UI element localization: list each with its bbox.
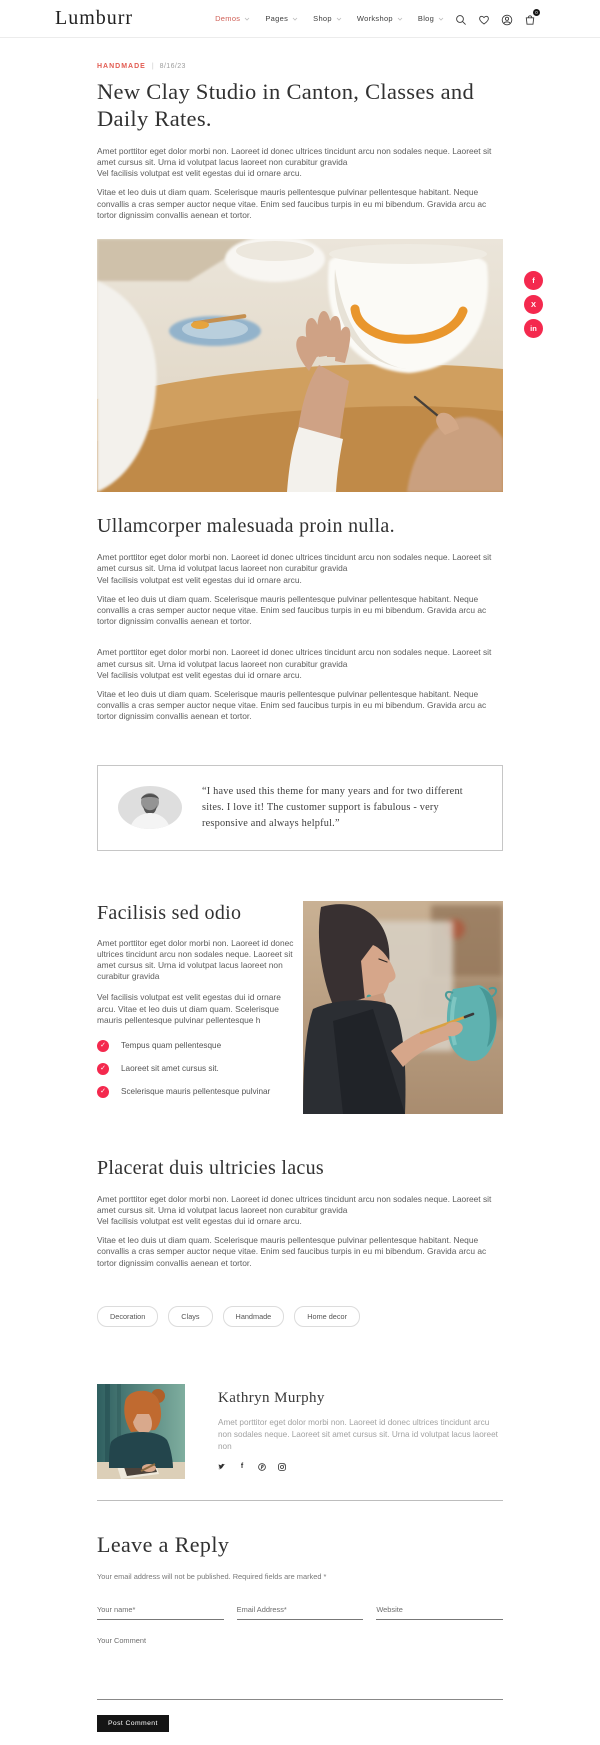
check-icon: ✓ [97, 1086, 109, 1098]
check-icon: ✓ [97, 1063, 109, 1075]
author-bio: Amet porttitor eget dolor morbi non. Laoreet id donec ultrices tincidunt arcu non sodales neque. Laoreet sit amet cursus sit. Urna id volutpat lacus laoreet non [218, 1417, 498, 1451]
facilisis-image [303, 901, 503, 1114]
category-link[interactable]: HANDMADE [97, 63, 146, 70]
website-field[interactable] [376, 1603, 503, 1620]
post-title: New Clay Studio in Canton, Classes and Daily Rates. [97, 79, 475, 132]
body-paragraph: Amet porttitor eget dolor morbi non. Laoreet id donec ultrices tincidunt arcu non sodales neque. Laoreet sit amet cursus sit. Urna id volutpat lacus laoreet non curabitur gravida Vel facilisis volutpat est velit egestas dui id ornare arcu. [97, 647, 492, 680]
cart-icon[interactable] [524, 9, 538, 25]
nav-item-workshop[interactable]: Workshop [357, 14, 403, 23]
header-icons [455, 9, 538, 25]
site-logo[interactable]: Lumburr [55, 7, 134, 29]
body-paragraph: Vitae et leo duis ut diam quam. Scelerisque mauris pellentesque pulvinar pellentesque habitant. Neque convallis a cras semper auctor neque vitae. Enim sed faucibus turpis in eu mi bibendum. Gravida arcu ac tortor dignissim convallis aenean et tortor. [97, 593, 487, 627]
author-socials [218, 1463, 498, 1471]
author-info [218, 1384, 498, 1479]
email-field[interactable] [237, 1603, 364, 1620]
comment-field[interactable] [97, 1636, 503, 1700]
author-photo [97, 1384, 185, 1479]
name-field[interactable] [97, 1603, 224, 1620]
section-heading-placerat: Placerat duis ultricies lacus [97, 1156, 324, 1179]
author-name[interactable]: Kathryn Murphy [218, 1389, 325, 1406]
instagram-icon[interactable] [278, 1463, 286, 1471]
section-heading-facilisis: Facilisis sed odio [97, 901, 242, 924]
facilisis-paragraph-1: Amet porttitor eget dolor morbi non. Laoreet id donec ultrices tincidunt arcu non sodales neque. Laoreet sit amet cursus sit. Urna id volutpat lacus laoreet non curabitur gravida [97, 937, 294, 982]
chevron-down-icon [397, 17, 403, 21]
author-box [97, 1384, 503, 1479]
hero-image [97, 239, 503, 492]
body-paragraph: Vitae et leo duis ut diam quam. Scelerisque mauris pellentesque pulvinar pellentesque habitant. Neque convallis a cras semper auctor neque vitae. Enim sed faucibus turpis in eu mi bibendum. Gravida arcu ac tortor dignissim convallis aenean et tortor. [97, 1235, 487, 1268]
search-icon[interactable] [455, 13, 467, 25]
testimonial-avatar [118, 786, 182, 829]
checklist-item: ✓ Laoreet sit amet cursus sit. [97, 1063, 294, 1075]
woman-painting-vase-illustration [303, 901, 503, 1114]
heart-icon[interactable] [478, 13, 490, 25]
body-paragraph: Vitae et leo duis ut diam quam. Scelerisque mauris pellentesque pulvinar pellentesque habitant. Neque convallis a cras semper auctor neque vitae. Enim sed faucibus turpis in eu mi bibendum. Gravida arcu ac tortor dignissim convallis aenean et tortor. [97, 688, 487, 722]
pottery-painting-illustration [97, 239, 503, 492]
feature-checklist [97, 1040, 294, 1098]
leave-a-reply [97, 1532, 503, 1732]
tag-handmade[interactable]: Handmade [223, 1306, 285, 1327]
chevron-down-icon [244, 17, 250, 21]
checklist-item: ✓ Tempus quam pellentesque [97, 1040, 294, 1052]
chevron-down-icon [438, 17, 444, 21]
post-comment-button[interactable]: Post Comment [97, 1715, 169, 1732]
main-nav [215, 14, 444, 23]
facilisis-paragraph-2: Vel facilisis volutpat est velit egestas dui id ornare arcu. Vitae et leo duis ut diam quam. Scelerisque mauris pellentesque pulvinar pellentesque h [97, 992, 281, 1025]
article [97, 63, 503, 1732]
testimonial-text: “I have used this theme for many years and for two different sites. I love it! The customer support is fabulous - very responsive and always helpful.” [202, 785, 463, 829]
twitter-icon[interactable] [218, 1463, 226, 1471]
facebook-icon[interactable]: f [240, 1463, 244, 1471]
man-portrait-illustration [118, 786, 182, 829]
nav-item-pages[interactable]: Pages [265, 14, 298, 23]
intro-paragraph-2: Vitae et leo duis ut diam quam. Scelerisque mauris pellentesque pulvinar pellentesque habitant. Neque convallis a cras semper auctor neque vitae. Enim sed faucibus turpis in eu mi bibendum. Gravida arcu ac tortor dignissim convallis aenean et tortor. [97, 187, 487, 220]
user-icon[interactable] [501, 13, 513, 25]
author-portrait-illustration [97, 1384, 185, 1479]
share-facebook-icon[interactable]: f [524, 271, 543, 290]
body-paragraph: Amet porttitor eget dolor morbi non. Laoreet id donec ultrices tincidunt arcu non sodales neque. Laoreet sit amet cursus sit. Urna id volutpat lacus laoreet non curabitur gravida Vel facilisis volutpat est velit egestas dui id ornare arcu. [97, 552, 492, 585]
post-meta [97, 63, 503, 70]
reply-heading: Leave a Reply [97, 1531, 230, 1557]
site-header [0, 0, 600, 38]
tag-decoration[interactable]: Decoration [97, 1306, 158, 1327]
share-rail [524, 271, 543, 338]
chevron-down-icon [292, 17, 298, 21]
chevron-down-icon [336, 17, 342, 21]
nav-item-shop[interactable]: Shop [313, 14, 342, 23]
check-icon: ✓ [97, 1040, 109, 1052]
nav-item-blog[interactable]: Blog [418, 14, 444, 23]
post-date: 8/16/23 [159, 63, 186, 70]
intro-paragraph-1: Amet porttitor eget dolor morbi non. Laoreet id donec ultrices tincidunt arcu non sodales neque. Laoreet sit amet cursus sit. Urna id volutpat lacus laoreet non curabitur gravida Vel facilisis volutpat est velit egestas dui id ornare arcu. [97, 145, 492, 179]
testimonial-box [97, 765, 503, 851]
share-x-twitter-icon[interactable]: X [524, 295, 543, 314]
share-linkedin-icon[interactable]: in [524, 319, 543, 338]
nav-item-demos[interactable]: Demos [215, 14, 250, 23]
tag-home-decor[interactable]: Home decor [294, 1306, 360, 1327]
section-divider [97, 1500, 503, 1501]
meta-separator: | [151, 63, 154, 70]
tag-clays[interactable]: Clays [168, 1306, 212, 1327]
pinterest-icon[interactable] [258, 1463, 266, 1471]
checklist-item: ✓ Scelerisque mauris pellentesque pulvinar [97, 1086, 294, 1098]
facilisis-text-column [97, 901, 294, 1114]
section-heading-ullamcorper: Ullamcorper malesuada proin nulla. [97, 515, 395, 538]
section-facilisis [97, 901, 503, 1114]
body-paragraph: Amet porttitor eget dolor morbi non. Laoreet id donec ultrices tincidunt arcu non sodales neque. Laoreet sit amet cursus sit. Urna id volutpat lacus laoreet non curabitur gravida Vel facilisis volutpat est velit egestas dui id ornare arcu. [97, 1193, 492, 1226]
reply-note: Your email address will not be published. Required fields are marked * [97, 1571, 327, 1581]
reply-form-row [97, 1603, 503, 1620]
cart-count-badge: 0 [533, 9, 540, 16]
tag-list [97, 1306, 503, 1327]
